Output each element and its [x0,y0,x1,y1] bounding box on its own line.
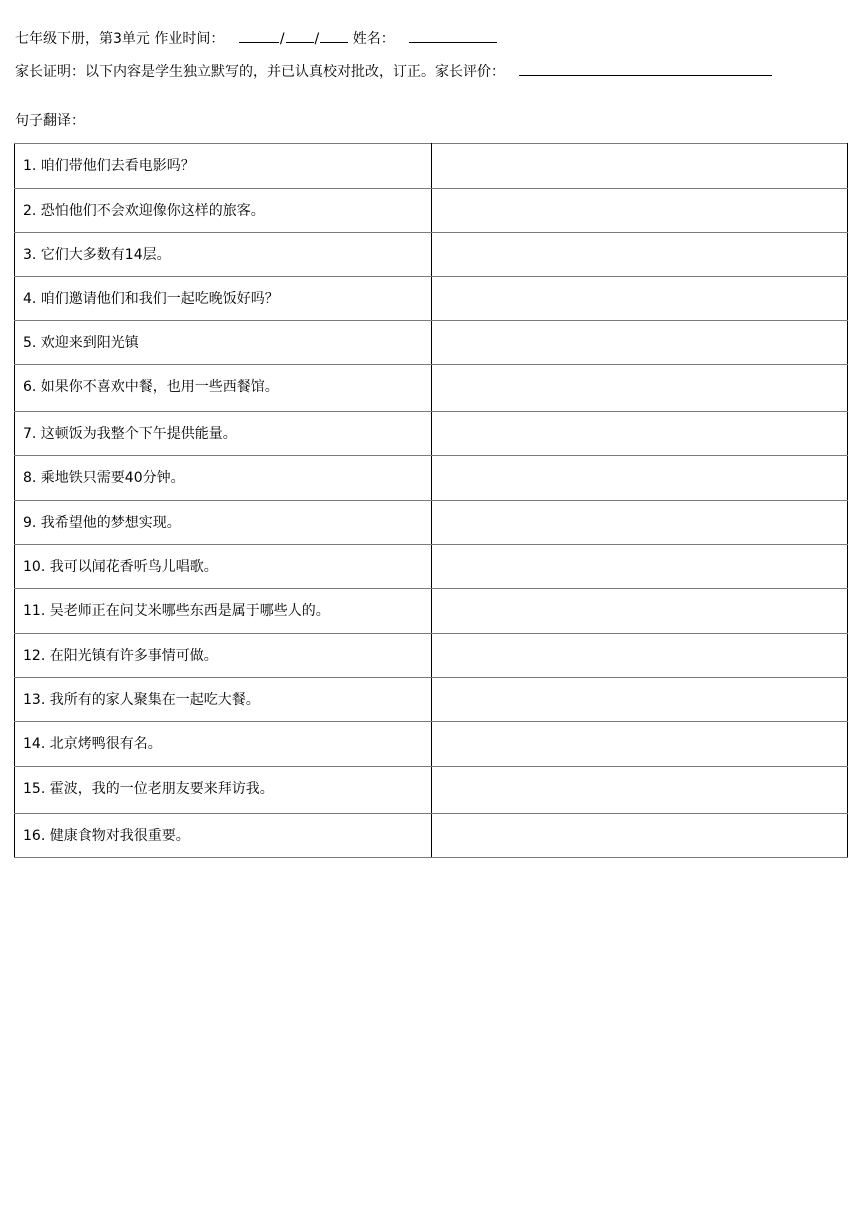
translation-answer-cell[interactable] [432,144,848,189]
chinese-sentence-cell: 16. 健康食物对我很重要。 [15,814,432,858]
unit-and-time-label: 七年级下册，第3单元 作业时间： [15,31,225,47]
name-blank[interactable] [409,30,497,43]
translation-answer-cell[interactable] [432,589,848,634]
translation-answer-cell[interactable] [432,722,848,767]
chinese-sentence-cell: 8. 乘地铁只需要40分钟。 [15,456,432,501]
translation-answer-cell[interactable] [432,456,848,501]
table-row [15,634,848,678]
chinese-sentence-cell: 11. 吴老师正在问艾米哪些东西是属于哪些人的。 [15,589,432,634]
chinese-sentence-cell: 3. 它们大多数有14层。 [15,233,432,277]
table-row [15,589,848,634]
table-row [15,321,848,365]
chinese-sentence-cell: 2. 恐怕他们不会欢迎像你这样的旅客。 [15,189,432,233]
date-month-blank[interactable] [286,30,314,43]
translation-answer-cell[interactable] [432,189,848,233]
header-line-2 [15,63,772,81]
table-row [15,233,848,277]
table-row [15,144,848,189]
translation-answer-cell[interactable] [432,277,848,321]
chinese-sentence-cell: 14. 北京烤鸭很有名。 [15,722,432,767]
header-line-1 [15,30,497,48]
translation-answer-cell[interactable] [432,501,848,545]
table-row [15,678,848,722]
chinese-sentence-cell: 1. 咱们带他们去看电影吗？ [15,144,432,189]
chinese-sentence-cell: 13. 我所有的家人聚集在一起吃大餐。 [15,678,432,722]
table-row [15,277,848,321]
chinese-sentence-cell: 7. 这顿饭为我整个下午提供能量。 [15,412,432,456]
translation-answer-cell[interactable] [432,545,848,589]
table-row [15,189,848,233]
date-separator: / [279,31,285,47]
date-day-blank[interactable] [239,30,279,43]
table-row [15,456,848,501]
table-row [15,501,848,545]
parent-certification-text: 家长证明：以下内容是学生独立默写的，并已认真校对批改，订正。家长评价： [15,64,505,80]
translation-answer-cell[interactable] [432,321,848,365]
table-row [15,412,848,456]
chinese-sentence-cell: 4. 咱们邀请他们和我们一起吃晚饭好吗？ [15,277,432,321]
table-row [15,545,848,589]
translation-answer-cell[interactable] [432,233,848,277]
table-row [15,767,848,814]
date-separator: / [314,31,320,47]
date-year-blank[interactable] [320,30,348,43]
table-row [15,365,848,412]
translation-answer-cell[interactable] [432,767,848,814]
name-label: 姓名： [352,31,395,47]
translation-table-body [15,144,848,858]
table-row [15,814,848,858]
parent-evaluation-blank[interactable] [519,63,772,76]
chinese-sentence-cell: 15. 霍波，我的一位老朋友要来拜访我。 [15,767,432,814]
chinese-sentence-cell: 10. 我可以闻花香听鸟儿唱歌。 [15,545,432,589]
chinese-sentence-cell: 12. 在阳光镇有许多事情可做。 [15,634,432,678]
translation-answer-cell[interactable] [432,412,848,456]
chinese-sentence-cell: 6. 如果你不喜欢中餐，也用一些西餐馆。 [15,365,432,412]
translation-answer-cell[interactable] [432,365,848,412]
section-title: 句子翻译： [15,113,85,129]
translation-table [14,143,848,858]
chinese-sentence-cell: 5. 欢迎来到阳光镇 [15,321,432,365]
table-row [15,722,848,767]
translation-answer-cell[interactable] [432,678,848,722]
translation-answer-cell[interactable] [432,814,848,858]
chinese-sentence-cell: 9. 我希望他的梦想实现。 [15,501,432,545]
translation-answer-cell[interactable] [432,634,848,678]
